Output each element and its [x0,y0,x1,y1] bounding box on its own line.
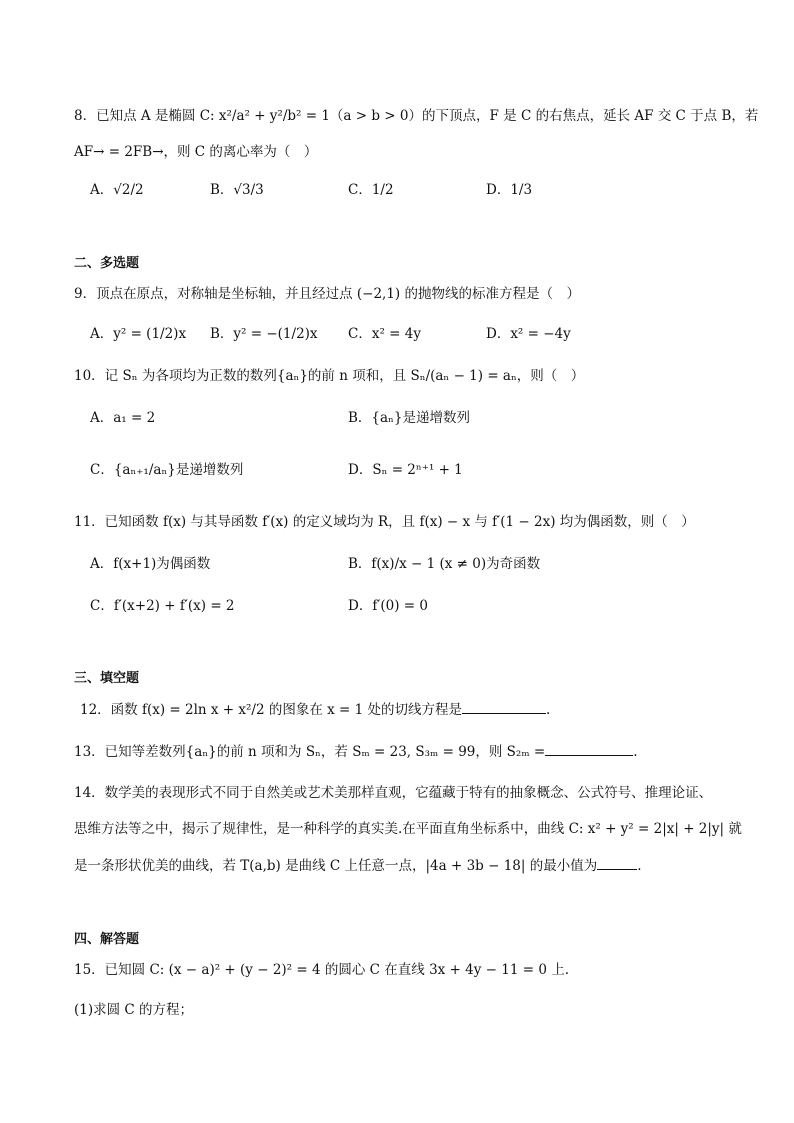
q14-line3 [74,860,642,874]
q12-line [80,704,550,718]
q13-text: 13．已知等差数列{aₙ}的前 n 项和为 Sₙ，若 Sₘ = 23, S₃ₘ = 99，则 S₂ₘ = [74,744,546,760]
q14-text: 是一条形状优美的曲线，若 T(a,b) 是曲线 C 上任意一点，|4a + 3b − 18| 的最小值为 [74,858,598,874]
q12-answer-blank[interactable] [462,712,546,714]
q9-option-d: D．x² = −4y [486,326,571,342]
q8-line1: 8．已知点 A 是椭圆 C: x²/a² + y²/b² = 1（a > b > 0）的下顶点，F 是 C 的右焦点，延长 AF 交 C 于点 B，若 [74,108,759,124]
q13-answer-blank[interactable] [545,754,633,756]
section-title-answer: 四、解答题 [74,932,140,947]
q10-option-d: D．Sₙ = 2ⁿ⁺¹ + 1 [348,462,463,478]
q11-option-d: D．f′(0) = 0 [348,598,428,614]
q11-option-b: B．f(x)/x − 1 (x ≠ 0)为奇函数 [348,556,541,572]
q14-answer-blank[interactable] [597,868,637,870]
q15-subquestion-1: (1)求圆 C 的方程； [74,1002,194,1018]
q9-option-b: B．y² = −(1/2)x [210,326,318,342]
q9-text: 9．顶点在原点，对称轴是坐标轴，并且经过点 (−2,1) 的抛物线的标准方程是（ ） [74,286,580,302]
section-title-fill-in: 三、填空题 [74,671,140,686]
q12-text: 12．函数 f(x) = 2ln x + x²/2 的图象在 x = 1 处的切线方程是 [80,702,463,718]
q14-line2: 思维方法等之中，揭示了规律性，是一种科学的真实美.在平面直角坐标系中，曲线 C: x² + y² = 2|x| + 2|y| 就 [74,821,742,837]
q8-option-d: D．1/3 [486,182,533,198]
q13-line [74,746,638,760]
q8-option-a: A．√2/2 [90,182,144,198]
section-title-multiple-choice: 二、多选题 [74,256,140,271]
q10-option-c: C．{aₙ₊₁/aₙ}是递增数列 [90,462,244,478]
q13-end: . [633,744,638,760]
q10-option-a: A．a₁ = 2 [90,410,156,426]
q8-option-c: C．1/2 [348,182,394,198]
q8-line2: AF→ = 2FB→，则 C 的离心率为（ ） [74,144,318,160]
q10-option-b: B．{aₙ}是递增数列 [348,410,470,426]
q12-end: . [546,702,551,718]
q11-option-c: C．f′(x+2) + f′(x) = 2 [90,598,235,614]
q11-option-a: A．f(x+1)为偶函数 [90,556,211,572]
q14-line1: 14．数学美的表现形式不同于自然美或艺术美那样直观，它蕴藏于特有的抽象概念、公式符号、推理论证、 [74,785,713,801]
q14-end: . [637,858,642,874]
q11-text: 11．已知函数 f(x) 与其导函数 f′(x) 的定义域均为 R，且 f(x) − x 与 f′(1 − 2x) 均为偶函数，则（ ） [74,514,695,530]
q10-text: 10．记 Sₙ 为各项均为正数的数列{aₙ}的前 n 项和，且 Sₙ/(aₙ − 1) = aₙ，则（ ） [74,368,585,384]
q9-option-a: A．y² = (1/2)x [90,326,187,342]
q15-text: 15．已知圆 C: (x − a)² + (y − 2)² = 4 的圆心 C 在直线 3x + 4y − 11 = 0 上. [74,962,570,978]
q8-option-b: B．√3/3 [210,182,264,198]
q9-option-c: C．x² = 4y [348,326,421,342]
